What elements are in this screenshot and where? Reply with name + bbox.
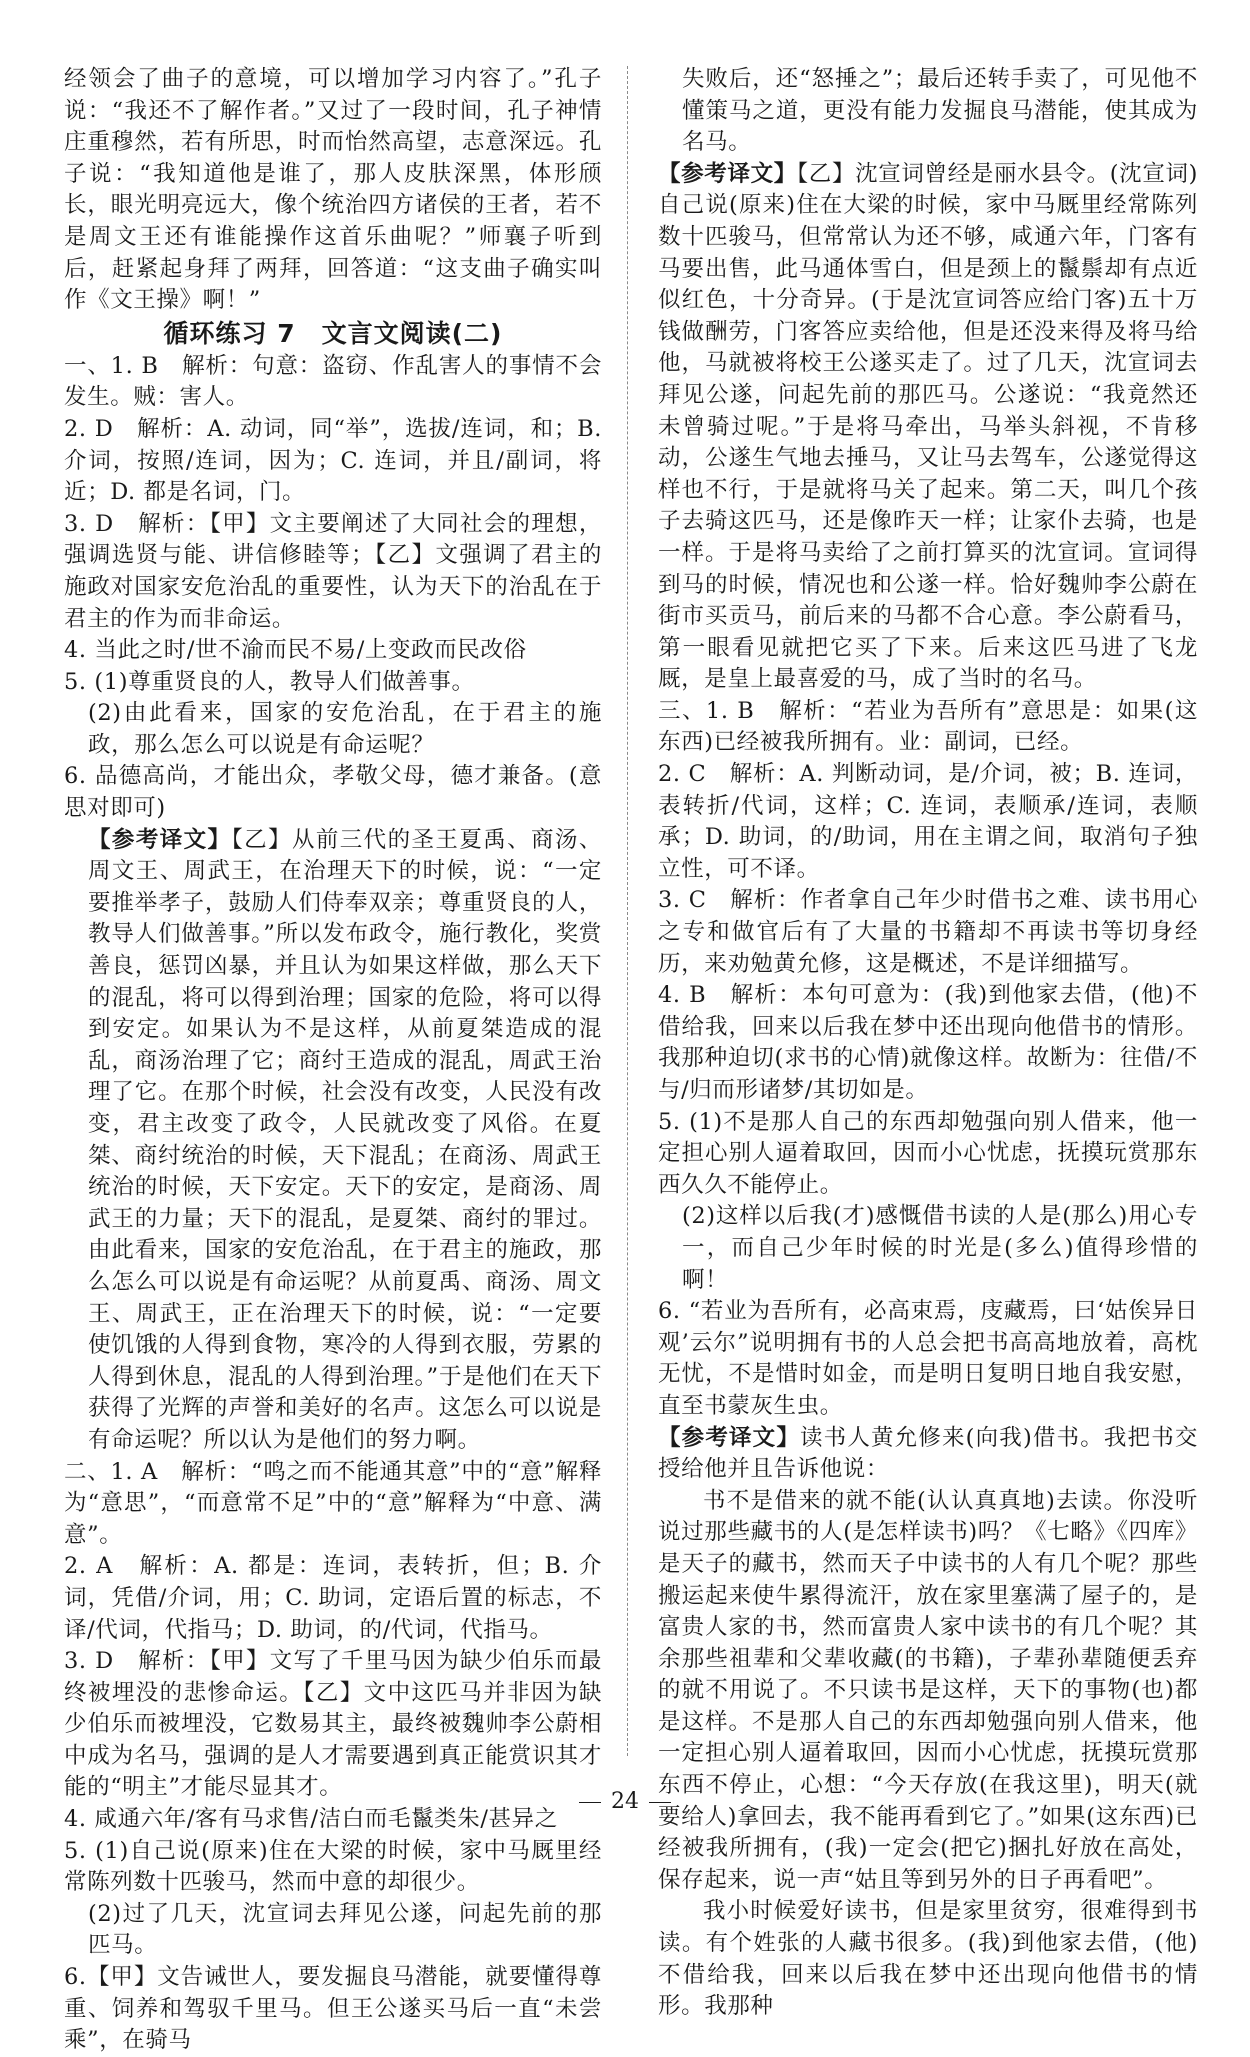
page-number-value: 24 [611,1789,639,1814]
answer-3-4: 4. B 解析：本句可意为：(我)到他家去借，(他)不借给我，回来以后我在梦中还出现向他借书的情形。我那种迫切(求书的心情)就像这样。故断为：往借/不与/归而形诸梦/其切如是。 [658,982,1198,1103]
answer-3-3: 3. C 解析：作者拿自己年少时借书之难、读书用心之专和做官后有了大量的书籍却不再读书等切身经历，来劝勉黄允修，这是概述，不是详细描写。 [658,887,1198,977]
answer-3-6: 6. “若业为吾所有，必高束焉，庋藏焉，曰‘姑俟异日观’云尔”说明拥有书的人总会把书高高地放着，高枕无忧，不是惜时如金，而是明日复明日地自我安慰，直至书蒙灰生虫。 [658,1298,1198,1419]
page-number-dash-left [579,1802,601,1803]
answer-2-1: 二、1. A 解析：“鸣之而不能通其意”中的“意”解释为“意思”，“而意常不足”中的“意”解释为“中意、满意”。 [64,1458,602,1548]
translation-1 [64,825,602,1457]
translation-tag: 【参考译文】 [658,1424,800,1451]
answer-2-5b: (2)过了几天，沈宣词去拜见公遂，问起先前的那匹马。 [88,1900,602,1959]
answer-1-5b: (2)由此看来，国家的安危治乱，在于君主的施政，那么怎么可以说是有命运呢？ [88,700,602,758]
translation-tag: 【参考译文】 [658,160,797,187]
translation-3-paragraph-1: 书不是借来的就不能(认认真真地)去读。你没听说过那些藏书的人(是怎样读书)吗？《七略》《四库》是天子的藏书，然而天子中读书的人有几个呢？那些搬运起来使牛累得流汗，放在家里塞满了屋子的，是富贵人家的书，然而富贵人家中读书的有几个呢？其余那些祖辈和父辈收藏(的书籍)，子辈孙辈随便丢弃的就不用说了。不只读书是这样，天下的事物(也)都是这样。不是那人自己的东西却勉强向别人借来，他一定担心别人逼着取回，因而小心忧虑，抚摸玩赏那东西不停止，心想：“今天存放(在我这里)，明天(就要给人)拿回去，我不能再看到它了。”如果(这东西)已经被我所拥有，(我)一定会(把它)捆扎好放在高处，保存起来，说一声“姑且等到另外的日子再看吧”。 [658,1487,1198,1893]
translation-tag: 【参考译文】 [88,826,232,853]
answer-3-2: 2. C 解析：A. 判断动词，是/介词，被；B. 连词，表转折/代词，这样；C. 连词，表顺承/连词，表顺承；D. 助词，的/助词，用在主谓之间，取消句子独立性，可不译。 [658,761,1198,882]
translation-1-body: 【乙】从前三代的圣王夏禹、商汤、周文王、周武王，在治理天下的时候，说：“一定要推举孝子，鼓励人们侍奉双亲；尊重贤良的人，教导人们做善事。”所以发布政令，施行教化，奖赏善良，惩罚凶暴，并且认为如果这样做，那么天下的混乱，将可以得到治理；国家的危险，将可以得到安定。如果认为不是这样，从前夏桀造成的混乱，商汤治理了它；商纣王造成的混乱，周武王治理了它。在那个时候，社会没有改变，人民没有改变，君主改变了政令，人民就改变了风俗。在夏桀、商纣统治的时候，天下混乱；在商汤、周武王统治的时候，天下安定。天下的安定，是商汤、周武王的力量；天下的混乱，是夏桀、商纣的罪过。由此看来，国家的安危治乱，在于君主的施政，那么怎么可以说是有命运呢？从前夏禹、商汤、周文王、周武王，正在治理天下的时候，说：“一定要使饥饿的人得到食物，寒冷的人得到衣服，劳累的人得到休息，混乱的人得到治理。”于是他们在天下获得了光辉的声誉和美好的名声。这怎么可以说是有命运呢？所以认为是他们的努力啊。 [88,826,602,1453]
answer-2-2: 2. A 解析：A. 都是：连词，表转折，但；B. 介词，凭借/介词，用；C. 助词，定语后置的标志，不译/代词，代指马；D. 助词，的/代词，代指马。 [64,1553,602,1643]
translation-3 [658,1423,1198,1486]
answer-1-6: 6. 品德高尚，才能出众，孝敬父母，德才兼备。(意思对即可) [64,763,602,822]
answer-2-4: 4. 咸通六年/客有马求售/洁白而毛鬣类朱/甚异之 [64,1806,558,1833]
section-title: 循环练习 7 文言文阅读(二) [163,318,503,348]
answer-3-5a: 5. (1)不是那人自己的东西却勉强向别人借来，他一定担心别人逼着取回，因而小心忧虑，抚摸玩赏那东西久久不能停止。 [658,1108,1198,1198]
page-number [0,1789,1250,1814]
column-divider [627,66,628,1756]
translation-2-body: 【乙】沈宣词曾经是丽水县令。(沈宣词)自己说(原来)住在大梁的时候，家中马厩里经常陈列数十匹骏马，但常常认为还不够，咸通六年，门客有马要出售，此马通体雪白，但是颈上的鬣鬃却有点近似红色，十分奇异。(于是沈宣词答应给门客)五十万钱做酬劳，门客答应卖给他，但是还没来得及将马给他，马就被将校王公遂买走了。过了几天，沈宣词去拜见公遂，问起先前的那匹马。公遂说：“我竟然还未曾骑过呢。”于是将马牵出，马举头斜视，不肯移动，公遂生气地去捶马，又让马去驾车，公遂觉得这样也不行，于是就将马关了起来。第二天，叫几个孩子去骑这匹马，还是像昨天一样；让家仆去骑，也是一样。于是将马卖给了之前打算买的沈宣词。宣词得到马的时候，情况也和公遂一样。恰好魏帅李公蔚在街市买贡马，前后来的马都不合心意。李公蔚看马，第一眼看见就把它买了下来。后来这匹马进了飞龙厩，是皇上最喜爱的马，成了当时的名马。 [658,160,1198,693]
answer-1-2: 2. D 解析：A. 动词，同“举”，选拔/连词，和；B. 介词，按照/连词，因为；C. 连词，并且/副词，将近；D. 都是名词，门。 [64,415,602,506]
answer-2-3: 3. D 解析：【甲】文写了千里马因为缺少伯乐而最终被埋没的悲惨命运。【乙】文中这匹马并非因为缺少伯乐而被埋没，它数易其主，最终被魏帅李公蔚相中成为名马，强调的是人才需要遇到真正能赏识其才能的“明主”才能尽显其才。 [64,1648,602,1801]
answer-2-5a: 5. (1)自己说(原来)住在大梁的时候，家中马厩里经常陈列数十匹骏马，然而中意的却很少。 [64,1837,602,1896]
answer-2-6: 6.【甲】文告诫世人，要发掘良马潜能，就要懂得尊重、饲养和驾驭千里马。但王公遂买马后一直“未尝乘”，在骑马 [64,1964,602,2054]
translation-2 [658,159,1198,696]
answer-1-1: 一、1. B 解析：句意：盗窃、作乱害人的事情不会发生。贼：害人。 [64,352,602,411]
answer-1-3: 3. D 解析：【甲】文主要阐述了大同社会的理想，强调选贤与能、讲信修睦等；【乙】文强调了君主的施政对国家安危治乱的重要性，认为天下的治乱在于君主的作为而非命运。 [64,510,602,632]
answer-3-5b: (2)这样以后我(才)感慨借书读的人是(那么)用心专一，而自己少年时候的时光是(多么)值得珍惜的啊！ [682,1203,1198,1293]
answer-3-1: 三、1. B 解析：“若业为吾所有”意思是：如果(这东西)已经被我所拥有。业：副词，已经。 [658,697,1198,756]
answer-2-6-continued: 失败后，还“怒捶之”；最后还转手卖了，可见他不懂策马之道，更没有能力发掘良马潜能，使其成为名马。 [682,66,1198,156]
right-column [658,64,1198,2023]
answer-1-5a: 5. (1)尊重贤良的人，教导人们做善事。 [64,668,475,695]
answer-1-4: 4. 当此之时/世不渝而民不易/上变政而民改俗 [64,637,527,664]
translation-3-body: 读书人黄允修来(向我)借书。我把书交授给他并且告诉他说： [658,1424,1198,1483]
translation-3-paragraph-2: 我小时候爱好读书，但是家里贫穷，很难得到书读。有个姓张的人藏书很多。(我)到他家去借，(他)不借给我，回来以后我在梦中还出现向他借书的情形。我那种 [658,1898,1198,2020]
left-column [64,64,602,2057]
intro-paragraph: 经领会了曲子的意境，可以增加学习内容了。”孔子说：“我还不了解作者。”又过了一段时间，孔子神情庄重穆然，若有所思，时而怡然高望，志意深远。孔子说：“我知道他是谁了，那人皮肤深黑，体形颀长，眼光明亮远大，像个统治四方诸侯的王者，若不是周文王还有谁能操作这首乐曲呢？”师襄子听到后，赶紧起身拜了两拜，回答道：“这支曲子确实叫作《文王操》啊！” [64,66,602,314]
page-number-dash-right [649,1802,671,1803]
